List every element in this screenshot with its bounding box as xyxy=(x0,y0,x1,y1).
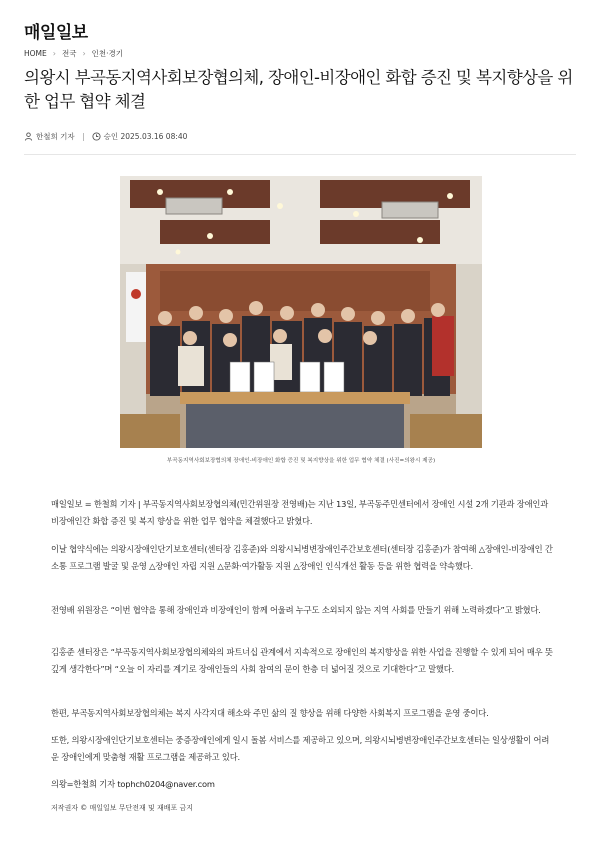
breadcrumb-level1[interactable]: 전국 xyxy=(61,49,77,58)
article-title: 의왕시 부곡동지역사회보장협의체, 장애인-비장애인 화합 증진 및 복지향상을 위한 업무 협약 체결 xyxy=(24,68,573,111)
breadcrumb xyxy=(24,48,123,59)
chevron-right-icon: › xyxy=(82,49,86,58)
author-name[interactable]: 한철희 기자 xyxy=(36,132,75,141)
chevron-right-icon: › xyxy=(52,49,56,58)
photo-caption: 부곡동지역사회보장협의체 장애인-비장애인 화합 증진 및 복지향상을 위한 업무 협약 체결 (사진=의왕시 제공) xyxy=(166,458,436,464)
article-photo[interactable] xyxy=(120,176,482,448)
reporter-contact[interactable]: 의왕=한철희 기자 tophch0204@naver.com xyxy=(51,779,215,789)
breadcrumb-home[interactable]: HOME xyxy=(24,49,47,58)
breadcrumb-level2[interactable]: 인천·경기 xyxy=(91,49,124,58)
header-divider xyxy=(24,154,576,155)
article-paragraph: 김홍준 센터장은 “부곡동지역사회보장협의체와의 파트너십 관계에서 지속적으로 장애인의 복지향상을 위한 사업을 진행할 수 있게 되어 매우 뜻깊게 생각한다”며 “오늘 이 자리를 계기로 장애인들의 사회 참여의 문이 한층 더 넓어질 것으로 기대한다”고 말했다. xyxy=(51,647,553,674)
article-meta xyxy=(24,131,187,142)
meta-divider xyxy=(83,133,84,141)
article-paragraph: 한편, 부곡동지역사회보장협의체는 복지 사각지대 해소와 주민 삶의 질 향상을 위해 다양한 사회복지 프로그램을 운영 중이다. xyxy=(51,708,489,718)
article-paragraph: 전영배 위원장은 “이번 협약을 통해 장애인과 비장애인이 함께 어울려 누구도 소외되지 않는 지역 사회를 만들기 위해 노력하겠다”고 밝혔다. xyxy=(51,605,541,615)
copyright-notice: 저작권자 © 매일일보 무단전재 및 재배포 금지 xyxy=(51,804,194,812)
clock-icon xyxy=(92,132,101,141)
group-photo-illustration xyxy=(120,176,482,448)
approved-time: 승인 2025.03.16 08:40 xyxy=(103,132,188,141)
article-paragraph: 매일일보 = 한철희 기자 | 부곡동지역사회보장협의체(민간위원장 전영배)는 지난 13일, 부곡동주민센터에서 장애인 시설 2개 기관과 장애인과 비장애인간 화합 증진 및 복지 향상을 위한 업무 협약을 체결했다고 밝혔다. xyxy=(51,499,549,526)
person-icon xyxy=(24,132,33,141)
site-logo[interactable]: 매일일보 xyxy=(24,23,88,43)
article-paragraph: 이날 협약식에는 의왕시장애인단기보호센터(센터장 김홍준)와 의왕시뇌병변장애인주간보호센터(센터장 김홍준)가 참여해 △장애인-비장애인 간 소통 프로그램 발굴 및 운영 △장애인 자립 지원 △문화·여가활동 지원 △장애인 인식개선 활동 등을 위한 협력을 약속했다. xyxy=(51,544,553,571)
article-paragraph: 또한, 의왕시장애인단기보호센터는 중증장애인에게 일시 돌봄 서비스를 제공하고 있으며, 의왕시뇌병변장애인주간보호센터는 일상생활이 어려운 장애인에게 맞춤형 재활 프로그램을 제공하고 있다. xyxy=(51,735,550,762)
